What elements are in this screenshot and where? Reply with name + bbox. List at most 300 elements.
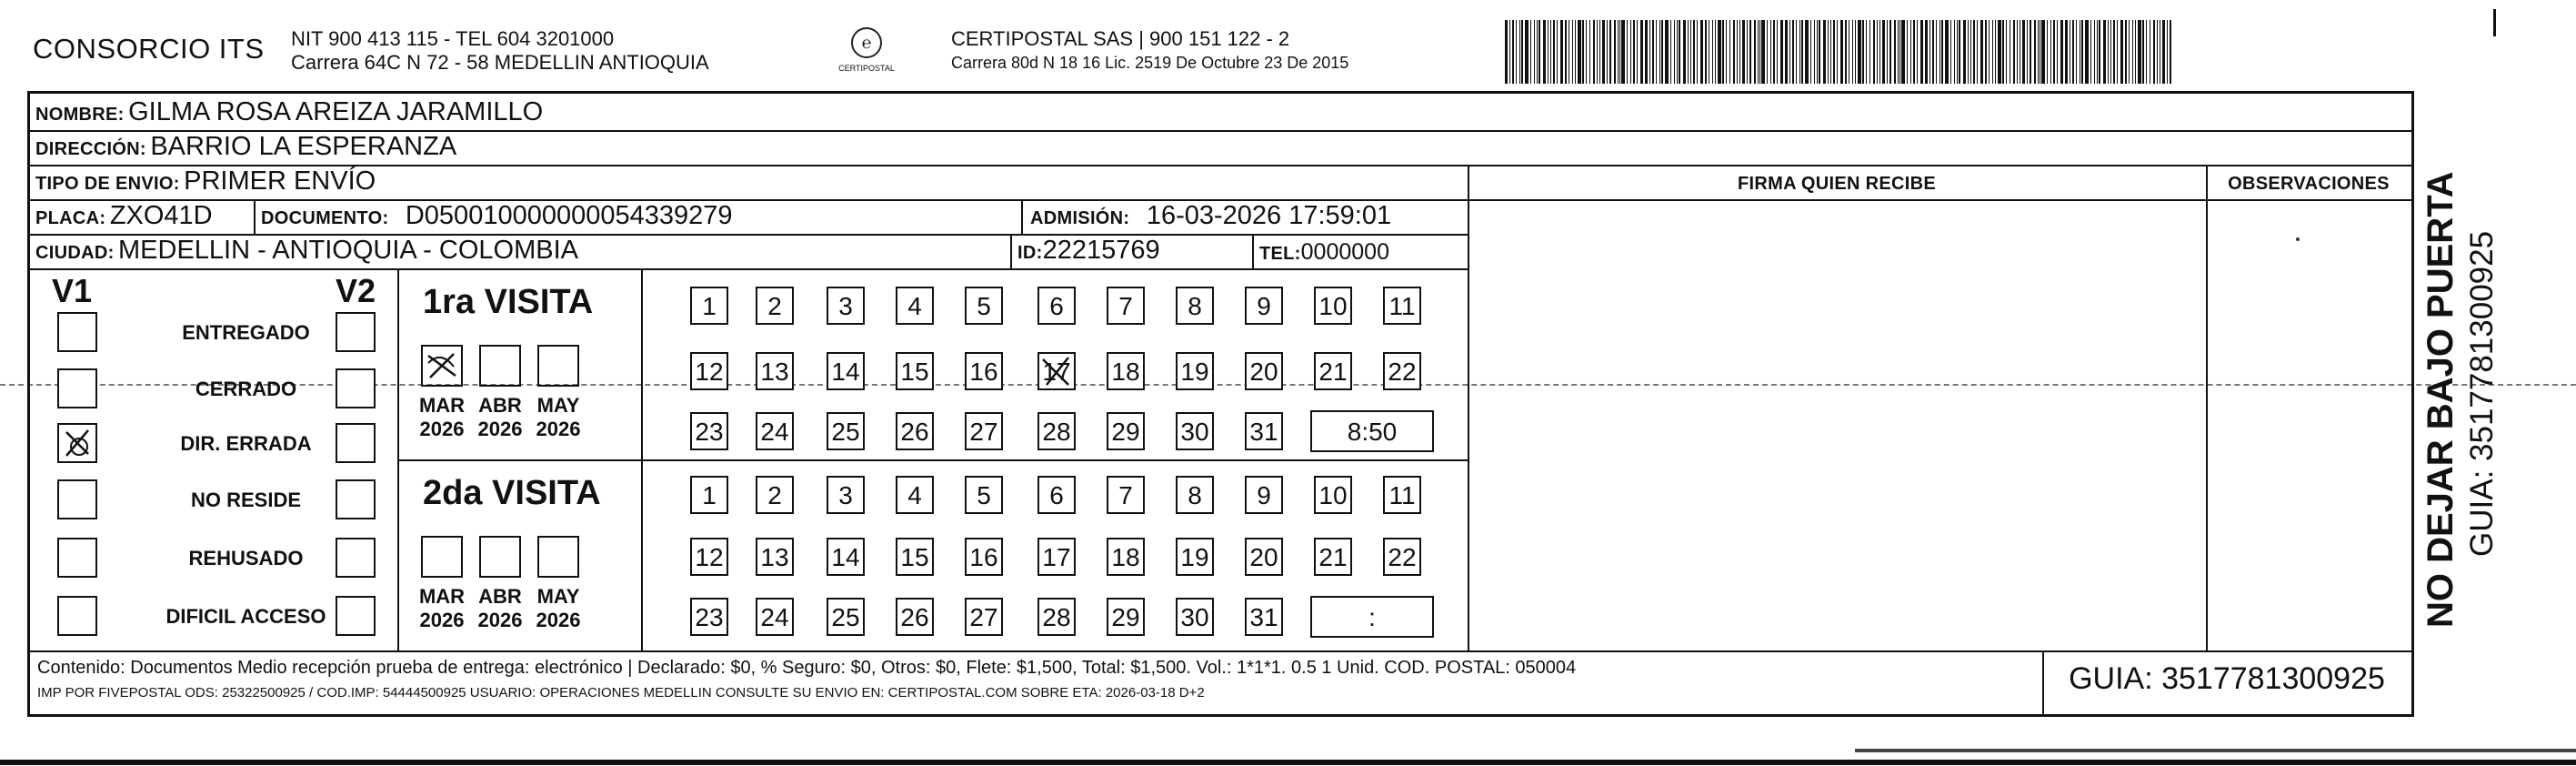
visit2-month-label bbox=[410, 585, 474, 632]
barcode-bar bbox=[1649, 20, 1650, 84]
barcode-bar bbox=[1913, 20, 1915, 84]
visit2-day[interactable]: 24 bbox=[756, 598, 794, 636]
barcode-bar bbox=[1661, 20, 1663, 84]
barcode-bar bbox=[2002, 20, 2004, 84]
v1-checkbox[interactable] bbox=[57, 423, 97, 463]
visit1-day[interactable]: 25 bbox=[827, 412, 865, 450]
shipping-form bbox=[27, 91, 2414, 717]
barcode-bar bbox=[1929, 20, 1930, 84]
barcode-bar bbox=[1810, 20, 1811, 84]
logo-text: CERTIPOSTAL bbox=[838, 64, 895, 73]
visit1-month-box[interactable] bbox=[537, 345, 579, 387]
barcode-bar bbox=[1759, 20, 1760, 84]
barcode-bar bbox=[1602, 20, 1605, 84]
barcode-bar bbox=[1712, 20, 1713, 84]
barcode-bar bbox=[1932, 20, 1934, 84]
barcode-bar bbox=[1530, 20, 1531, 84]
visit1-day[interactable]: 12 bbox=[690, 352, 728, 390]
v1-checkbox[interactable] bbox=[57, 479, 97, 519]
barcode-bar bbox=[1509, 20, 1510, 84]
v1-checkbox[interactable] bbox=[57, 368, 97, 408]
barcode-bar bbox=[1901, 20, 1905, 84]
visit1-day[interactable]: 21 bbox=[1314, 352, 1352, 390]
barcode-bar bbox=[1796, 20, 1797, 84]
barcode-bar bbox=[1828, 20, 1829, 84]
barcode-bar bbox=[1773, 20, 1775, 84]
barcode-bar bbox=[1645, 20, 1648, 84]
barcode-bar bbox=[1621, 20, 1625, 84]
barcode-bar bbox=[1679, 20, 1680, 84]
visit1-day[interactable]: 14 bbox=[827, 352, 865, 390]
barcode-bar bbox=[1582, 20, 1584, 84]
barcode-bar bbox=[1593, 20, 1595, 84]
tel-label: TEL: bbox=[1259, 244, 1301, 264]
barcode-bar bbox=[2117, 20, 2118, 84]
barcode-bar bbox=[2022, 20, 2025, 84]
edge-mark bbox=[2493, 9, 2496, 36]
barcode-bar bbox=[2060, 20, 2063, 84]
visit2-day[interactable]: 3 bbox=[827, 476, 865, 514]
barcode-bar bbox=[2153, 20, 2155, 84]
v2-header: V2 bbox=[336, 272, 376, 309]
barcode-bar bbox=[1980, 20, 1983, 84]
v1-checkbox[interactable] bbox=[57, 596, 97, 636]
visit2-month-box[interactable] bbox=[421, 536, 463, 578]
visit1-day[interactable]: 23 bbox=[690, 412, 728, 450]
ciudad-cell bbox=[35, 236, 578, 266]
barcode-bar bbox=[2097, 20, 2098, 84]
barcode-bar bbox=[2120, 20, 2123, 84]
barcode-bar bbox=[1548, 20, 1549, 84]
barcode-bar bbox=[2090, 20, 2091, 84]
visit2-month-name: ABR bbox=[478, 585, 522, 608]
direccion-label: DIRECCIÓN: bbox=[35, 139, 146, 159]
visit1-day[interactable]: 30 bbox=[1176, 412, 1214, 450]
id-value: 22215769 bbox=[1042, 236, 1160, 265]
firma-header: FIRMA QUIEN RECIBE bbox=[1738, 174, 1936, 194]
visit2-month-label bbox=[468, 585, 532, 632]
visit2-day[interactable]: 23 bbox=[690, 598, 728, 636]
visit2-day[interactable]: 11 bbox=[1383, 476, 1421, 514]
barcode-bar bbox=[1619, 20, 1620, 84]
visit2-month-label bbox=[526, 585, 590, 632]
status-label: REHUSADO bbox=[188, 547, 304, 569]
barcode-bar bbox=[1572, 20, 1573, 84]
barcode-bar bbox=[1959, 20, 1960, 84]
obs-divider bbox=[2206, 165, 2208, 650]
barcode-bar bbox=[1705, 20, 1707, 84]
row-divider bbox=[30, 165, 2411, 166]
barcode-bar bbox=[2094, 20, 2095, 84]
barcode-bar bbox=[2108, 20, 2109, 84]
visit2-month-name: MAR bbox=[418, 585, 466, 608]
visit1-day[interactable]: 10 bbox=[1314, 287, 1352, 325]
visit2-day[interactable]: 20 bbox=[1245, 538, 1283, 576]
visit2-day[interactable]: 28 bbox=[1037, 598, 1076, 636]
barcode-bar bbox=[1925, 20, 1928, 84]
visit1-month-year: 2026 bbox=[477, 418, 523, 440]
status-label: CERRADO bbox=[195, 378, 297, 400]
barcode-bar bbox=[1992, 20, 1993, 84]
visit2-month-box[interactable] bbox=[479, 536, 521, 578]
visit1-day[interactable]: 31 bbox=[1245, 412, 1283, 450]
visit2-day[interactable]: 18 bbox=[1107, 538, 1145, 576]
visit2-day[interactable]: 21 bbox=[1314, 538, 1352, 576]
id-label: ID: bbox=[1017, 243, 1043, 263]
barcode-bar bbox=[1749, 20, 1751, 84]
barcode-bar bbox=[1519, 20, 1520, 84]
barcode-bar bbox=[1887, 20, 1888, 84]
barcode-bar bbox=[1516, 20, 1517, 84]
row-divider bbox=[30, 268, 1468, 270]
visit2-day[interactable]: 31 bbox=[1245, 598, 1283, 636]
barcode-bar bbox=[1618, 20, 1619, 84]
status-label: ENTREGADO bbox=[182, 321, 310, 344]
v2-checkbox[interactable] bbox=[336, 538, 376, 578]
barcode-bar bbox=[1697, 20, 1698, 84]
visit2-day[interactable]: 1 bbox=[690, 476, 728, 514]
barcode-bar bbox=[2065, 20, 2068, 84]
barcode-bar bbox=[1777, 20, 1778, 84]
placa-label: PLACA: bbox=[35, 208, 106, 228]
barcode-bar bbox=[1737, 20, 1738, 84]
barcode-bar bbox=[1640, 20, 1643, 84]
barcode-bar bbox=[2013, 20, 2015, 84]
v2-checkbox[interactable] bbox=[336, 479, 376, 519]
barcode-bar bbox=[2157, 20, 2158, 84]
barcode-bar bbox=[1989, 20, 1990, 84]
ciudad-label: CIUDAD: bbox=[35, 243, 115, 263]
barcode-bar bbox=[1754, 20, 1756, 84]
barcode-bar bbox=[2053, 20, 2055, 84]
visit2-day[interactable]: 14 bbox=[827, 538, 865, 576]
barcode-bar bbox=[1693, 20, 1695, 84]
nit-line: NIT 900 413 115 - TEL 604 3201000 bbox=[291, 27, 615, 50]
certi-address: Carrera 80d N 18 16 Lic. 2519 De Octubre 23 De 2015 bbox=[951, 54, 1349, 72]
barcode-bar bbox=[2085, 20, 2089, 84]
barcode-bar bbox=[1858, 20, 1861, 84]
cell-divider bbox=[1021, 199, 1023, 234]
visit1-month-box[interactable] bbox=[421, 345, 463, 387]
barcode-bar bbox=[1690, 20, 1691, 84]
visit1-day[interactable]: 4 bbox=[896, 287, 934, 325]
visit2-day[interactable]: 9 bbox=[1245, 476, 1283, 514]
admision-cell bbox=[1030, 201, 1391, 231]
barcode-bar bbox=[1550, 20, 1551, 84]
barcode-bar bbox=[2125, 20, 2127, 84]
visit1-month-name: ABR bbox=[478, 394, 522, 417]
barcode-bar bbox=[2110, 20, 2111, 84]
barcode-bar bbox=[1614, 20, 1616, 84]
barcode-bar bbox=[1543, 20, 1546, 84]
visit2-day[interactable]: 5 bbox=[965, 476, 1003, 514]
visit2-day[interactable]: 29 bbox=[1107, 598, 1145, 636]
barcode-bar bbox=[1700, 20, 1703, 84]
barcode-bar bbox=[1565, 20, 1567, 84]
visit2-day[interactable]: 19 bbox=[1176, 538, 1214, 576]
status-label: DIFICIL ACCESO bbox=[165, 605, 326, 628]
barcode-bar bbox=[1607, 20, 1608, 84]
visit2-day[interactable]: 26 bbox=[896, 598, 934, 636]
barcode-bar bbox=[1817, 20, 1818, 84]
barcode-bar bbox=[1936, 20, 1937, 84]
barcode-bar bbox=[1869, 20, 1870, 84]
barcode-bar bbox=[1758, 20, 1759, 84]
barcode-bar bbox=[1819, 20, 1820, 84]
barcode-bar bbox=[1823, 20, 1826, 84]
barcode-bar bbox=[1557, 20, 1558, 84]
company-info bbox=[291, 27, 709, 75]
barcode-bar bbox=[1665, 20, 1669, 84]
visit2-day[interactable]: 8 bbox=[1176, 476, 1214, 514]
tel-cell bbox=[1259, 239, 1389, 266]
cell-divider bbox=[254, 199, 256, 234]
barcode-bar bbox=[2017, 20, 2018, 84]
v1-checkbox[interactable] bbox=[57, 312, 97, 352]
barcode-bar bbox=[1767, 20, 1768, 84]
barcode-bar bbox=[2030, 20, 2031, 84]
certi-line: CERTIPOSTAL SAS | 900 151 122 - 2 bbox=[951, 27, 1290, 50]
barcode-bar bbox=[1785, 20, 1788, 84]
barcode-bar bbox=[2135, 20, 2136, 84]
visit1-day[interactable]: 6 bbox=[1037, 287, 1076, 325]
barcode-bar bbox=[1770, 20, 1771, 84]
barcode-bar bbox=[1910, 20, 1911, 84]
barcode-bar bbox=[1656, 20, 1657, 84]
visit2-month-year: 2026 bbox=[536, 609, 581, 631]
bottom-edge-scan bbox=[1855, 749, 2576, 752]
barcode-bar bbox=[1799, 20, 1800, 84]
barcode-bar bbox=[2038, 20, 2039, 84]
barcode-bar bbox=[1837, 20, 1838, 84]
barcode-bar bbox=[1688, 20, 1689, 84]
visit2-day[interactable]: 12 bbox=[690, 538, 728, 576]
visit1-day[interactable]: 11 bbox=[1383, 287, 1421, 325]
barcode-bar bbox=[1560, 20, 1563, 84]
barcode-bar bbox=[2113, 20, 2115, 84]
visit2-month-box[interactable] bbox=[537, 536, 579, 578]
visit-divider bbox=[397, 459, 1468, 461]
barcode-bar bbox=[2050, 20, 2051, 84]
visit1-time-box[interactable]: 8:50 bbox=[1310, 410, 1434, 452]
barcode-bar bbox=[2132, 20, 2133, 84]
visit1-day[interactable]: 15 bbox=[896, 352, 934, 390]
barcode-bar bbox=[1747, 20, 1748, 84]
barcode-bar bbox=[1917, 20, 1918, 84]
day-cross-icon bbox=[1037, 352, 1076, 390]
visit2-day[interactable]: 10 bbox=[1314, 476, 1352, 514]
barcode-bar bbox=[2034, 20, 2036, 84]
v2-checkbox[interactable] bbox=[336, 423, 376, 463]
barcode-bar bbox=[1505, 20, 1508, 84]
admision-label: ADMISIÓN: bbox=[1030, 208, 1130, 228]
visit1-day[interactable]: 2 bbox=[756, 287, 794, 325]
barcode-bar bbox=[1899, 20, 1900, 84]
barcode-bar bbox=[1539, 20, 1540, 84]
visit1-day[interactable]: 27 bbox=[965, 412, 1003, 450]
visit2-day[interactable]: 4 bbox=[896, 476, 934, 514]
v1-checkbox[interactable] bbox=[57, 538, 97, 578]
cell-divider bbox=[1010, 234, 1012, 268]
visit1-day[interactable]: 18 bbox=[1107, 352, 1145, 390]
address-line: Carrera 64C N 72 - 58 MEDELLIN ANTIOQUIA bbox=[291, 51, 709, 74]
visit1-day[interactable]: 20 bbox=[1245, 352, 1283, 390]
barcode-bar bbox=[1970, 20, 1971, 84]
visit1-day[interactable]: 13 bbox=[756, 352, 794, 390]
barcode-bar bbox=[1586, 20, 1587, 84]
visit1-day[interactable]: 5 bbox=[965, 287, 1003, 325]
check-mark-icon bbox=[59, 425, 95, 461]
visit2-day[interactable]: 6 bbox=[1037, 476, 1076, 514]
nombre-row bbox=[35, 97, 543, 127]
visit1-day[interactable]: 3 bbox=[827, 287, 865, 325]
visit1-day[interactable]: 8 bbox=[1176, 287, 1214, 325]
barcode-bar bbox=[1882, 20, 1885, 84]
visit1-day[interactable]: 24 bbox=[756, 412, 794, 450]
id-cell bbox=[1017, 236, 1160, 266]
barcode-bar bbox=[1729, 20, 1730, 84]
visit1-day[interactable]: 1 bbox=[690, 287, 728, 325]
status-label: DIR. ERRADA bbox=[180, 432, 312, 455]
visit2-month-year: 2026 bbox=[419, 609, 465, 631]
barcode-bar bbox=[1845, 20, 1847, 84]
barcode-bar bbox=[1627, 20, 1628, 84]
barcode-bar bbox=[1575, 20, 1576, 84]
barcode-bar bbox=[1879, 20, 1880, 84]
barcode-bar bbox=[1814, 20, 1815, 84]
barcode-bar bbox=[2057, 20, 2058, 84]
tipo-row bbox=[35, 166, 376, 197]
barcode-bar bbox=[2142, 20, 2144, 84]
visit1-day[interactable]: 22 bbox=[1383, 352, 1421, 390]
barcode-bar bbox=[1873, 20, 1875, 84]
visit1-day[interactable]: 7 bbox=[1107, 287, 1145, 325]
barcode-bar bbox=[1830, 20, 1831, 84]
visit2-day[interactable]: 25 bbox=[827, 598, 865, 636]
visit2-day[interactable]: 15 bbox=[896, 538, 934, 576]
barcode-bar bbox=[1742, 20, 1745, 84]
barcode-bar bbox=[1950, 20, 1951, 84]
barcode-bar bbox=[1894, 20, 1896, 84]
barcode-bar bbox=[2076, 20, 2077, 84]
documento-cell bbox=[261, 201, 733, 231]
tel-value: 0000000 bbox=[1300, 239, 1389, 265]
placa-cell bbox=[35, 201, 213, 231]
direccion-row bbox=[35, 132, 456, 162]
barcode-bar bbox=[1589, 20, 1590, 84]
barcode-bar bbox=[1998, 20, 2001, 84]
contenido-text: Contenido: Documentos Medio recepción prueba de entrega: electrónico | Declarado: $0, % Seguro: $0, Otros: $0, Flete: $1,500, Total: $1,500. Vol.: 1*1*1. 0.5 1 Unid. COD. POSTAL: 050004 bbox=[37, 658, 1577, 678]
visit1-month-label bbox=[410, 394, 474, 441]
ciudad-value: MEDELLIN - ANTIOQUIA - COLOMBIA bbox=[118, 236, 578, 265]
visit2-day[interactable]: 7 bbox=[1107, 476, 1145, 514]
barcode-bar bbox=[1995, 20, 1996, 84]
barcode-bar bbox=[1977, 20, 1978, 84]
barcode-bar bbox=[1578, 20, 1581, 84]
visit2-day[interactable]: 22 bbox=[1383, 538, 1421, 576]
visit1-day[interactable]: 16 bbox=[965, 352, 1003, 390]
visit2-day[interactable]: 30 bbox=[1176, 598, 1214, 636]
barcode-bar bbox=[1553, 20, 1555, 84]
barcode-bar bbox=[1801, 20, 1803, 84]
visit2-day[interactable]: 13 bbox=[756, 538, 794, 576]
row-divider bbox=[1468, 199, 2411, 201]
barcode-bar bbox=[1957, 20, 1958, 84]
visit2-time-box[interactable]: : bbox=[1310, 596, 1434, 638]
visit1-day[interactable]: 9 bbox=[1245, 287, 1283, 325]
placa-value: ZXO41D bbox=[109, 201, 213, 230]
barcode-bar bbox=[2167, 20, 2168, 84]
barcode-bar bbox=[1968, 20, 1969, 84]
bottom-edge bbox=[0, 760, 2576, 765]
barcode-bar bbox=[1677, 20, 1678, 84]
barcode-bar bbox=[2162, 20, 2165, 84]
visit1-month-box[interactable] bbox=[479, 345, 521, 387]
visit2-day[interactable]: 27 bbox=[965, 598, 1003, 636]
v2-checkbox[interactable] bbox=[336, 596, 376, 636]
barcode-bar bbox=[1920, 20, 1923, 84]
barcode-bar bbox=[1633, 20, 1635, 84]
visit1-title: 1ra VISITA bbox=[423, 283, 594, 321]
visit2-day[interactable]: 17 bbox=[1037, 538, 1076, 576]
certi-info bbox=[951, 27, 1348, 75]
visit1-day[interactable]: 26 bbox=[896, 412, 934, 450]
barcode-bar bbox=[1898, 20, 1899, 84]
v2-checkbox[interactable] bbox=[336, 312, 376, 352]
barcode-bar bbox=[1670, 20, 1671, 84]
barcode-bar bbox=[1739, 20, 1740, 84]
barcode-bar bbox=[1840, 20, 1843, 84]
v2-checkbox[interactable] bbox=[336, 368, 376, 408]
visit1-month-label bbox=[526, 394, 590, 441]
visit1-day[interactable]: 17 bbox=[1037, 352, 1076, 390]
barcode-bar bbox=[2041, 20, 2045, 84]
barcode-bar bbox=[1852, 20, 1853, 84]
barcode-bar bbox=[2072, 20, 2074, 84]
documento-label: DOCUMENTO: bbox=[261, 208, 389, 228]
logo-icon: ℮ bbox=[851, 27, 882, 58]
barcode-bar bbox=[1534, 20, 1535, 84]
visit2-day[interactable]: 16 bbox=[965, 538, 1003, 576]
barcode-bar bbox=[1599, 20, 1600, 84]
status-label: NO RESIDE bbox=[190, 489, 302, 511]
nombre-label: NOMBRE: bbox=[35, 105, 125, 125]
barcode-bar bbox=[2103, 20, 2106, 84]
barcode-bar bbox=[1722, 20, 1724, 84]
barcode-bar bbox=[1512, 20, 1514, 84]
barcode-bar bbox=[1726, 20, 1727, 84]
imp-text: IMP POR FIVEPOSTAL ODS: 25322500925 / COD.IMP: 54444500925 USUARIO: OPERACIONES MEDELLIN CONSULTE SU ENVIO EN: CERTIPOSTAL.COM SOBRE ETA: 2026-03-18 D+2 bbox=[37, 685, 1205, 700]
direccion-value: BARRIO LA ESPERANZA bbox=[150, 132, 457, 161]
barcode-bar bbox=[2146, 20, 2147, 84]
observaciones-header: OBSERVACIONES bbox=[2228, 174, 2390, 194]
visit1-day[interactable]: 28 bbox=[1037, 412, 1076, 450]
visit1-day[interactable]: 29 bbox=[1107, 412, 1145, 450]
barcode-bar bbox=[2006, 20, 2007, 84]
barcode-bar bbox=[2170, 20, 2171, 84]
barcode-bar bbox=[1973, 20, 1975, 84]
barcode-bar bbox=[1597, 20, 1598, 84]
admision-value: 16-03-2026 17:59:01 bbox=[1146, 201, 1392, 230]
visit1-day[interactable]: 19 bbox=[1176, 352, 1214, 390]
barcode-bar bbox=[1963, 20, 1966, 84]
visit2-day[interactable]: 2 bbox=[756, 476, 794, 514]
barcode-bar bbox=[2099, 20, 2100, 84]
brand-name: CONSORCIO ITS bbox=[33, 33, 265, 65]
barcode-bar bbox=[1954, 20, 1955, 84]
barcode-bar bbox=[1674, 20, 1675, 84]
barcode-bar bbox=[1609, 20, 1611, 84]
